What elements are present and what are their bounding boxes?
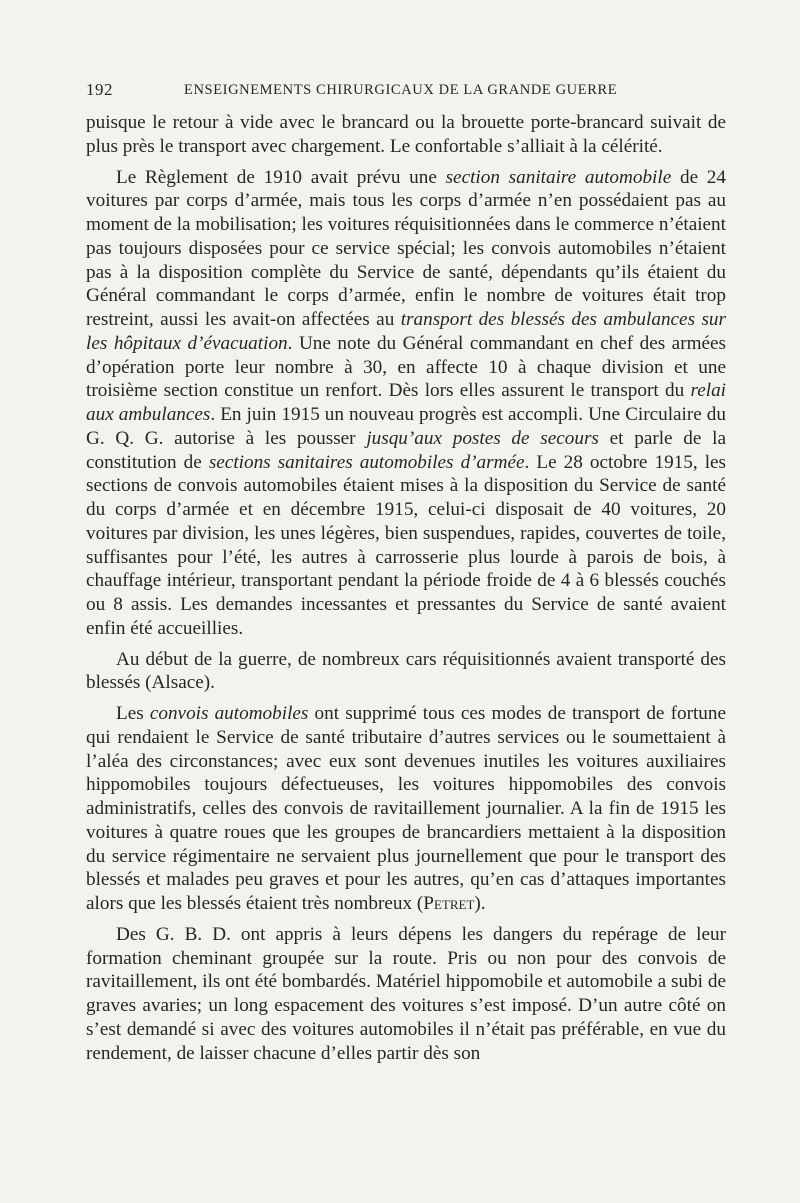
italic-phrase: jusqu’aux postes de secours — [366, 427, 599, 449]
italic-phrase: relai aux ambulances — [86, 380, 726, 425]
paragraph-p4 — [86, 702, 726, 916]
text-run: . En juin 1915 un nouveau progrès est accompli. Une Circulaire du G. Q. G. autorise à les pousser — [86, 404, 726, 449]
paragraph-p5 — [86, 923, 726, 1066]
page-number: 192 — [86, 80, 113, 99]
text-run: et parle de la constitution de — [86, 427, 727, 473]
running-title: ENSEIGNEMENTS CHIRURGICAUX DE LA GRANDE GUERRE — [184, 82, 618, 98]
text-run: Le Règlement de 1910 avait prévu une — [116, 166, 446, 188]
body-text — [86, 111, 726, 1065]
paragraph-p2 — [86, 166, 726, 641]
italic-phrase: transport des blessés des ambulances sur les hôpitaux d’évacuation — [86, 309, 726, 354]
paragraph-gap — [86, 916, 726, 923]
paragraph-p1 — [86, 111, 726, 159]
italic-phrase: sections sanitaires automobiles d’armée — [208, 451, 525, 473]
text-run: puisque le retour à vide avec le brancard ou la brouette porte-brancard suivait de plus près le transport avec chargement. Le confortable s’alliait à la célérité. — [86, 112, 726, 157]
text-run: ). — [474, 893, 486, 914]
page-header — [86, 80, 726, 102]
text-run: de 24 voitures par corps d’armée, mais tous les corps d’armée n’en possédaient pas au moment de la mobilisation; les voitures réquisitionnées dans le commerce n’étaient pas toujours disposées pour ce service spécial; les convois automobiles n’étaient pas à la disposition complète du Service de santé, dépendants qu’ils étaient du Général commandant le corps d’armée, enfin le nombre de voitures était trop restreint, aussi les avait-on affectées au — [86, 166, 726, 330]
text-run: Des G. B. D. ont appris à leurs dépens les dangers du repérage de leur formation cheminant groupée sur la route. Pris ou non pour des convois de ravitaillement, ils ont été bombardés. Matériel hippomobile et automobile a subi de graves avaries; un long espacement des voitures s’est imposé. D’un autre côté on s’est demandé si avec des voitures automobiles il n’était pas préférable, en vue du rendement, de laisser chacune d’elles partir dès son — [86, 923, 726, 1064]
text-run: ont supprimé tous ces modes de transport de fortune qui rendaient le Service de santé tributaire d’autres services ou le soumettaient à l’aléa des circonstances; avec eux sont devenues inutiles les voitures auxiliaires hippomobiles toujours défectueuses, les voitures hippomobiles des convois administratifs, celles des convois de ravitaillement journalier. A la fin de 1915 les voitures à quatre roues que les groupes de brancardiers mettaient à la disposition du service régimentaire ne servaient plus journellement que pour le transport des blessés et malades peu graves et pour les autres, qu’en cas d’attaques importantes alors que les blessés étaient très nombreux ( — [86, 703, 726, 914]
paragraph-gap — [86, 695, 726, 702]
italic-phrase: convois automobiles — [149, 703, 309, 724]
text-run: Au début de la guerre, de nombreux cars réquisitionnés avaient transporté des blessés (Alsace). — [86, 648, 726, 694]
italic-phrase: section sanitaire automobile — [445, 166, 672, 188]
text-run: . Le 28 octobre 1915, les sections de convois automobiles étaient mises à la disposition du Service de santé du corps d’armée et en décembre 1915, celui-ci disposait de 40 voitures, 20 voitures par division, les unes légères, bien suspendues, rapides, couvertes de toile, suffisantes pour l’été, les autres à carrosserie plus lourde à parois de bois, à chauffage intérieur, transportant pendant la période froide de 4 à 6 blessés couchés ou 8 assis. Les demandes incessantes et pressantes du Service de santé avaient enfin été accueillies. — [86, 451, 727, 639]
author-name: Petret — [423, 893, 475, 914]
paragraph-gap — [86, 641, 726, 648]
paragraph-p3 — [86, 648, 726, 696]
text-run: Les — [116, 703, 150, 724]
text-run: . Une note du Général commandant en chef des armées d’opération porte leur nombre à 30, en affecte 10 à chaque division et une troisième section constitue un renfort. Dès lors elles assurent le transport du — [86, 332, 727, 402]
paragraph-gap — [86, 159, 726, 166]
